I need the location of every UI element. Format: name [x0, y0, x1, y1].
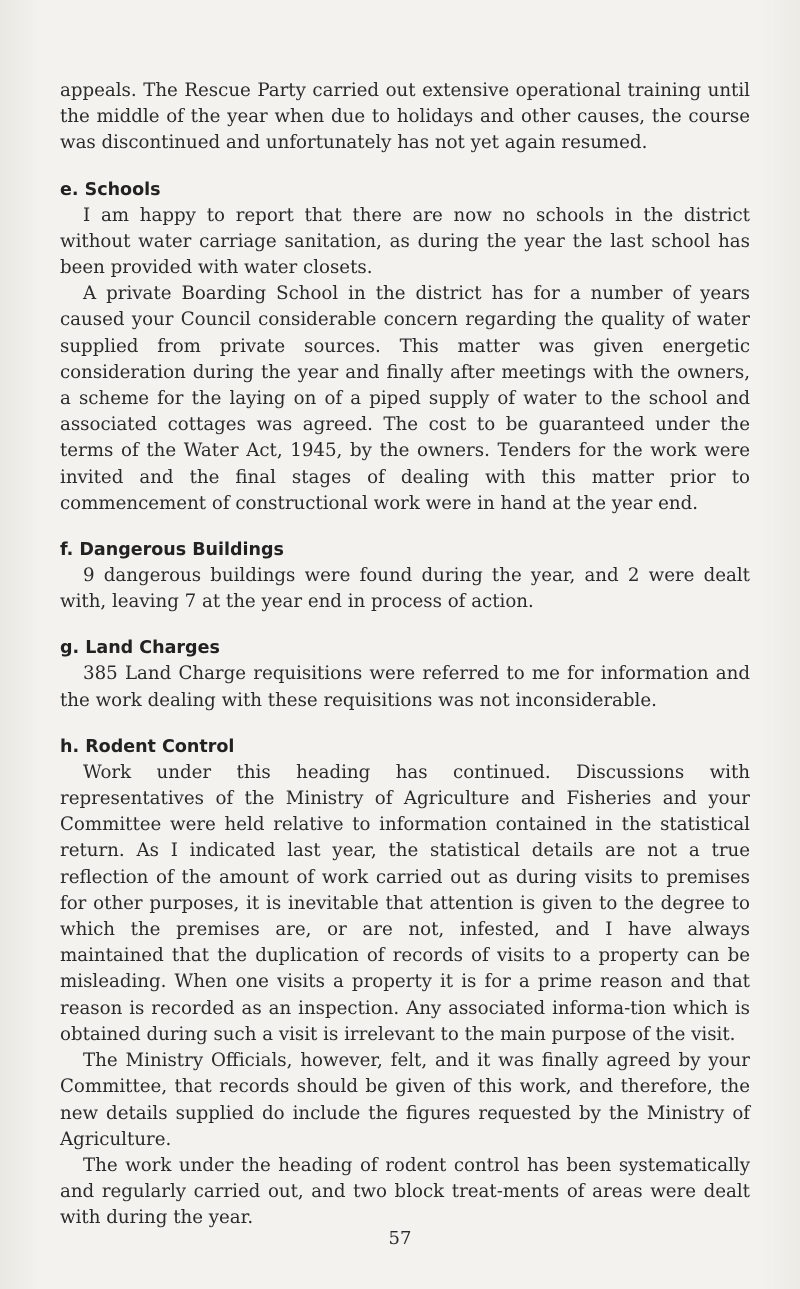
section-heading-schools: e. Schools: [60, 179, 161, 200]
schools-paragraph-2: A private Boarding School in the district has for a number of years caused your Council considerable concern regarding the quality of water supplied from private sources. This matter was given energetic consideration during the year and finally after meetings with the owners, a scheme for the laying on of a piped supply of water to the school and associated cottages was agreed. The cost to be guaranteed under the terms of the Water Act, 1945, by the owners. Tenders for the work were invited and the final stages of dealing with this matter prior to commencement of constructional work were in hand at the year end.: [60, 283, 750, 514]
page-number: 57: [388, 1228, 412, 1249]
rodent-control-paragraph-1: Work under this heading has continued. Discussions with representatives of the Ministry of Agriculture and Fisheries and your Committee were held relative to information contained in the statistical return. As I indicated last year, the statistical details are not a true reflection of the amount of work carried out as during visits to premises for other purposes, it is inevitable that attention is given to the degree to which the premises are, or are not, infested, and I have always maintained that the duplication of records of visits to a property can be misleading. When one visits a property it is for a prime reason and that reason is recorded as an inspection. Any associated informa-tion which is obtained during such a visit is irrelevant to the main purpose of the visit.: [60, 761, 750, 1045]
land-charges-paragraph: 385 Land Charge requisitions were referred to me for information and the work dealing with these requisitions was not inconsiderable.: [60, 663, 750, 711]
dangerous-buildings-paragraph: 9 dangerous buildings were found during the year, and 2 were dealt with, leaving 7 at the year end in process of action.: [60, 565, 750, 613]
schools-paragraph-1: I am happy to report that there are now no schools in the district without water carriage sanitation, as during the year the last school has been provided with water closets.: [60, 204, 750, 279]
section-heading-dangerous-buildings: f. Dangerous Buildings: [60, 540, 284, 561]
section-heading-land-charges: g. Land Charges: [60, 638, 220, 659]
rodent-control-paragraph-2: The Ministry Officials, however, felt, and it was finally agreed by your Committee, that records should be given of this work, and therefore, the new details supplied do include the figures requested by the Ministry of Agriculture.: [60, 1050, 750, 1150]
page-content: [60, 78, 750, 1232]
intro-paragraph: appeals. The Rescue Party carried out extensive operational training until the middle of the year when due to holidays and other causes, the course was discontinued and unfortunately has not yet again resumed.: [60, 80, 750, 154]
rodent-control-paragraph-3: The work under the heading of rodent control has been systematically and regularly carried out, and two block treat-ments of areas were dealt with during the year.: [60, 1154, 750, 1229]
section-heading-rodent-control: h. Rodent Control: [60, 736, 235, 757]
